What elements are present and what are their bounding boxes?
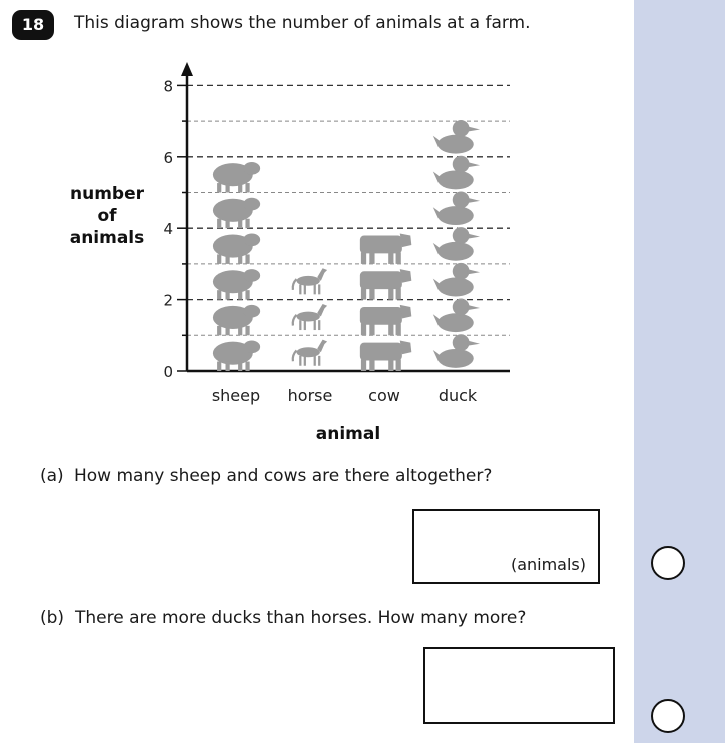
duck-icon (433, 299, 480, 333)
sheep-icon (213, 341, 260, 371)
sheep-icon (213, 305, 260, 335)
duck-icon (433, 263, 480, 297)
cow-icon (360, 269, 411, 299)
duck-icon (433, 227, 480, 261)
part-a-label: (a) (40, 466, 64, 486)
x-tick-label-horse: horse (287, 386, 333, 405)
duck-icon (433, 334, 480, 368)
y-tick-label-8: 8 (163, 77, 173, 96)
x-axis-title: animal (315, 424, 381, 444)
sheep-icon (213, 269, 260, 299)
y-tick-label-0: 0 (163, 363, 173, 381)
x-tick-label-sheep: sheep (211, 386, 261, 405)
part-a-text: How many sheep and cows are there altogether? (74, 466, 493, 486)
y-axis-title-line-1: number (69, 184, 145, 204)
cow-icon (360, 341, 411, 371)
y-tick-label-2: 2 (163, 291, 173, 310)
sheep-icon (213, 162, 260, 192)
sheep-icon (213, 233, 260, 263)
horse-icon (293, 268, 327, 294)
sheep-icon (213, 198, 260, 228)
horse-icon (293, 304, 327, 330)
x-tick-label-cow: cow (368, 386, 400, 405)
unit-label-animals: (animals) (510, 555, 586, 574)
horse-icon (293, 340, 327, 366)
question-number-badge: 18 (12, 10, 54, 40)
mark-circle-a[interactable] (651, 546, 685, 580)
answer-box-a[interactable] (412, 509, 600, 584)
cow-icon (360, 233, 411, 263)
x-tick-label-duck: duck (438, 386, 478, 405)
duck-icon (433, 156, 480, 190)
cow-icon (360, 305, 411, 335)
y-axis-title-line-2: of (97, 206, 117, 226)
y-tick-label-6: 6 (163, 148, 173, 167)
part-b-text: There are more ducks than horses. How many more? (75, 608, 527, 628)
part-b-label: (b) (40, 608, 65, 628)
answer-box-b[interactable] (423, 647, 615, 724)
question-text: This diagram shows the number of animals at a farm. (74, 13, 531, 33)
duck-icon (433, 120, 480, 154)
marking-margin (634, 0, 725, 743)
y-axis-arrow (181, 62, 193, 76)
mark-circle-b[interactable] (651, 699, 685, 733)
y-tick-label-4: 4 (163, 220, 173, 239)
duck-icon (433, 191, 480, 225)
y-axis-title-line-3: animals (69, 228, 145, 248)
